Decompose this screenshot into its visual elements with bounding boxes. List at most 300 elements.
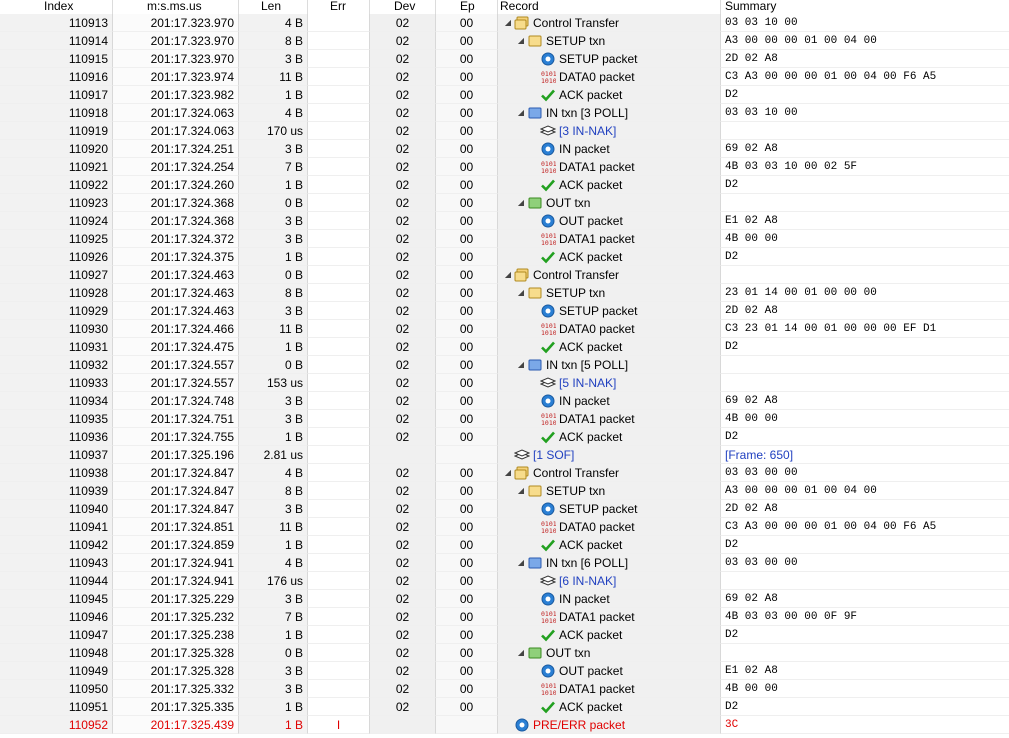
data-packet-icon [540, 321, 556, 337]
len-cell: 3 B [239, 392, 308, 410]
len-cell: 3 B [239, 302, 308, 320]
ep-cell: 00 [436, 554, 498, 572]
record-label: SETUP packet [559, 502, 638, 516]
record-cell [498, 518, 721, 536]
table-row[interactable] [0, 302, 1009, 320]
column-header-dev[interactable]: Dev [370, 0, 436, 14]
in-txn-icon [527, 357, 543, 373]
err-cell [308, 518, 370, 536]
table-row[interactable] [0, 158, 1009, 176]
in-txn-icon [527, 555, 543, 571]
table-row[interactable] [0, 392, 1009, 410]
err-cell [308, 428, 370, 446]
setup-txn-icon [527, 285, 543, 301]
err-cell [308, 464, 370, 482]
stack-icon [540, 573, 556, 589]
dev-cell: 02 [370, 104, 436, 122]
record-cell [498, 284, 721, 302]
ep-cell: 00 [436, 374, 498, 392]
expand-collapse-icon[interactable]: ◢ [517, 486, 525, 495]
table-row[interactable] [0, 176, 1009, 194]
table-row[interactable] [0, 50, 1009, 68]
table-row[interactable] [0, 104, 1009, 122]
summary-cell: D2 [721, 86, 1009, 104]
time-cell: 201:17.325.196 [113, 446, 239, 464]
ep-cell: 00 [436, 230, 498, 248]
index-cell: 110926 [0, 248, 113, 266]
record-label: [3 IN-NAK] [559, 124, 617, 138]
column-header-bar [0, 0, 1009, 14]
err-cell: I [308, 716, 370, 734]
token-packet-icon [540, 501, 556, 517]
dev-cell: 02 [370, 320, 436, 338]
dev-cell: 02 [370, 572, 436, 590]
time-cell: 201:17.324.372 [113, 230, 239, 248]
record-label: DATA0 packet [559, 70, 635, 84]
dev-cell: 02 [370, 140, 436, 158]
table-row[interactable] [0, 14, 1009, 32]
summary-cell: 4B 03 03 00 00 0F 9F [721, 608, 1009, 626]
index-cell: 110927 [0, 266, 113, 284]
record-label: SETUP txn [546, 484, 606, 498]
dev-cell: 02 [370, 590, 436, 608]
len-cell: 1 B [239, 176, 308, 194]
token-packet-icon [540, 213, 556, 229]
dev-cell: 02 [370, 32, 436, 50]
token-packet-icon [540, 393, 556, 409]
time-cell: 201:17.325.232 [113, 608, 239, 626]
record-label: DATA1 packet [559, 232, 635, 246]
err-cell [308, 212, 370, 230]
time-cell: 201:17.324.368 [113, 212, 239, 230]
record-cell [498, 14, 721, 32]
ep-cell: 00 [436, 338, 498, 356]
ack-check-icon [540, 87, 556, 103]
dev-cell [370, 446, 436, 464]
summary-cell: 4B 03 03 10 00 02 5F [721, 158, 1009, 176]
dev-cell: 02 [370, 644, 436, 662]
record-cell [498, 446, 721, 464]
control-transfer-icon [514, 465, 530, 481]
len-cell: 3 B [239, 590, 308, 608]
setup-txn-icon [527, 33, 543, 49]
expand-collapse-icon[interactable]: ◢ [517, 558, 525, 567]
err-cell [308, 392, 370, 410]
table-row[interactable] [0, 320, 1009, 338]
summary-cell: D2 [721, 698, 1009, 716]
err-cell [308, 338, 370, 356]
table-row[interactable] [0, 590, 1009, 608]
dev-cell: 02 [370, 122, 436, 140]
summary-cell [721, 644, 1009, 662]
len-cell: 1 B [239, 248, 308, 266]
time-cell: 201:17.324.941 [113, 554, 239, 572]
ep-cell: 00 [436, 662, 498, 680]
table-row[interactable] [0, 86, 1009, 104]
time-cell: 201:17.324.751 [113, 410, 239, 428]
summary-cell: 03 03 00 00 [721, 554, 1009, 572]
err-cell [308, 266, 370, 284]
index-cell: 110929 [0, 302, 113, 320]
expand-collapse-icon[interactable]: ◢ [517, 36, 525, 45]
summary-cell: 4B 00 00 [721, 230, 1009, 248]
time-cell: 201:17.324.375 [113, 248, 239, 266]
column-header-ep[interactable]: Ep [436, 0, 498, 14]
index-cell: 110935 [0, 410, 113, 428]
record-label: ACK packet [559, 88, 623, 102]
expand-collapse-icon[interactable]: ◢ [517, 108, 525, 117]
record-cell [498, 302, 721, 320]
summary-cell: A3 00 00 00 01 00 04 00 [721, 482, 1009, 500]
summary-cell: 3C [721, 716, 1009, 734]
table-row[interactable] [0, 482, 1009, 500]
record-cell [498, 266, 721, 284]
err-cell [308, 536, 370, 554]
record-label: OUT packet [559, 664, 623, 678]
len-cell: 1 B [239, 86, 308, 104]
ep-cell: 00 [436, 284, 498, 302]
summary-cell: 2D 02 A8 [721, 500, 1009, 518]
table-row[interactable] [0, 680, 1009, 698]
index-cell: 110922 [0, 176, 113, 194]
column-header-summary[interactable]: Summary [725, 0, 777, 13]
data-packet-icon [540, 609, 556, 625]
summary-cell: E1 02 A8 [721, 662, 1009, 680]
column-header-index[interactable]: Index [0, 0, 113, 14]
len-cell: 0 B [239, 266, 308, 284]
dev-cell: 02 [370, 68, 436, 86]
record-label: SETUP txn [546, 286, 606, 300]
summary-cell: 4B 00 00 [721, 410, 1009, 428]
len-cell: 3 B [239, 140, 308, 158]
index-cell: 110951 [0, 698, 113, 716]
record-label: ACK packet [559, 250, 623, 264]
record-label: ACK packet [559, 430, 623, 444]
stack-icon [540, 375, 556, 391]
table-row[interactable] [0, 248, 1009, 266]
table-row[interactable] [0, 338, 1009, 356]
dev-cell: 02 [370, 680, 436, 698]
time-cell: 201:17.324.847 [113, 482, 239, 500]
time-cell: 201:17.325.229 [113, 590, 239, 608]
token-packet-icon [514, 717, 530, 733]
len-cell: 1 B [239, 698, 308, 716]
table-row[interactable] [0, 68, 1009, 86]
record-cell [498, 176, 721, 194]
table-row[interactable] [0, 554, 1009, 572]
in-txn-icon [527, 105, 543, 121]
summary-cell: 03 03 10 00 [721, 14, 1009, 32]
dev-cell: 02 [370, 86, 436, 104]
table-row[interactable] [0, 518, 1009, 536]
ep-cell: 00 [436, 608, 498, 626]
time-cell: 201:17.324.557 [113, 356, 239, 374]
err-cell [308, 14, 370, 32]
dev-cell: 02 [370, 176, 436, 194]
dev-cell: 02 [370, 392, 436, 410]
record-cell [498, 680, 721, 698]
svg-text:0101: 0101 [541, 412, 556, 420]
time-cell: 201:17.324.847 [113, 464, 239, 482]
table-row[interactable] [0, 698, 1009, 716]
index-cell: 110943 [0, 554, 113, 572]
record-label: OUT txn [546, 196, 591, 210]
record-label: ACK packet [559, 628, 623, 642]
summary-cell: D2 [721, 176, 1009, 194]
record-label: DATA0 packet [559, 520, 635, 534]
err-cell [308, 194, 370, 212]
table-row[interactable] [0, 32, 1009, 50]
ep-cell: 00 [436, 464, 498, 482]
table-row[interactable] [0, 374, 1009, 392]
expand-collapse-icon[interactable]: ◢ [504, 18, 512, 27]
expand-collapse-icon[interactable]: ◢ [517, 360, 525, 369]
dev-cell: 02 [370, 302, 436, 320]
record-label: DATA1 packet [559, 160, 635, 174]
time-cell: 201:17.325.335 [113, 698, 239, 716]
len-cell: 8 B [239, 32, 308, 50]
summary-cell: C3 A3 00 00 00 01 00 04 00 F6 A5 [721, 68, 1009, 86]
time-cell: 201:17.324.466 [113, 320, 239, 338]
err-cell [308, 410, 370, 428]
column-header-record[interactable]: Record [498, 0, 721, 14]
data-packet-icon [540, 69, 556, 85]
ep-cell: 00 [436, 248, 498, 266]
time-cell: 201:17.324.851 [113, 518, 239, 536]
record-label: IN txn [6 POLL] [546, 556, 629, 570]
table-row[interactable] [0, 536, 1009, 554]
table-row[interactable] [0, 212, 1009, 230]
ep-cell: 00 [436, 176, 498, 194]
ep-cell: 00 [436, 536, 498, 554]
ep-cell: 00 [436, 212, 498, 230]
time-cell: 201:17.324.463 [113, 284, 239, 302]
record-label: DATA1 packet [559, 682, 635, 696]
ep-cell: 00 [436, 122, 498, 140]
ep-cell: 00 [436, 68, 498, 86]
time-cell: 201:17.325.439 [113, 716, 239, 734]
stack-icon [514, 447, 530, 463]
time-cell: 201:17.324.941 [113, 572, 239, 590]
record-label: PRE/ERR packet [533, 718, 626, 732]
table-row[interactable] [0, 500, 1009, 518]
ep-cell: 00 [436, 644, 498, 662]
expand-collapse-icon[interactable]: ◢ [504, 270, 512, 279]
out-txn-icon [527, 645, 543, 661]
err-cell [308, 446, 370, 464]
record-cell [498, 572, 721, 590]
column-header-time[interactable]: m:s.ms.us [113, 0, 239, 14]
record-cell [498, 122, 721, 140]
table-row[interactable] [0, 410, 1009, 428]
len-cell: 3 B [239, 410, 308, 428]
record-cell [498, 248, 721, 266]
dev-cell: 02 [370, 14, 436, 32]
index-cell: 110921 [0, 158, 113, 176]
time-cell: 201:17.324.557 [113, 374, 239, 392]
record-cell [498, 104, 721, 122]
err-cell [308, 626, 370, 644]
ack-check-icon [540, 177, 556, 193]
ep-cell: 00 [436, 410, 498, 428]
err-cell [308, 482, 370, 500]
len-cell: 11 B [239, 320, 308, 338]
dev-cell: 02 [370, 500, 436, 518]
stack-icon [540, 123, 556, 139]
index-cell: 110942 [0, 536, 113, 554]
summary-cell: D2 [721, 338, 1009, 356]
trace-rows [0, 14, 1009, 734]
record-cell [498, 392, 721, 410]
err-cell [308, 374, 370, 392]
token-packet-icon [540, 141, 556, 157]
expand-collapse-icon[interactable]: ◢ [517, 198, 525, 207]
table-row[interactable] [0, 446, 1009, 464]
len-cell: 1 B [239, 716, 308, 734]
expand-collapse-icon[interactable]: ◢ [517, 288, 525, 297]
ep-cell: 00 [436, 572, 498, 590]
svg-text:0101: 0101 [541, 682, 556, 690]
record-cell [498, 194, 721, 212]
ep-cell: 00 [436, 104, 498, 122]
index-cell: 110916 [0, 68, 113, 86]
ep-cell: 00 [436, 194, 498, 212]
len-cell: 3 B [239, 662, 308, 680]
index-cell: 110932 [0, 356, 113, 374]
time-cell: 201:17.323.970 [113, 14, 239, 32]
time-cell: 201:17.324.251 [113, 140, 239, 158]
ep-cell [436, 716, 498, 734]
dev-cell: 02 [370, 698, 436, 716]
out-txn-icon [527, 195, 543, 211]
len-cell: 0 B [239, 644, 308, 662]
record-label: SETUP packet [559, 52, 638, 66]
expand-collapse-icon[interactable]: ◢ [517, 648, 525, 657]
table-row[interactable] [0, 284, 1009, 302]
summary-cell: 69 02 A8 [721, 392, 1009, 410]
err-cell [308, 50, 370, 68]
summary-cell: D2 [721, 536, 1009, 554]
table-row[interactable] [0, 608, 1009, 626]
expand-collapse-icon[interactable]: ◢ [504, 468, 512, 477]
len-cell: 4 B [239, 554, 308, 572]
record-label: [1 SOF] [533, 448, 575, 462]
record-label: IN txn [5 POLL] [546, 358, 629, 372]
dev-cell: 02 [370, 554, 436, 572]
len-cell: 3 B [239, 500, 308, 518]
record-cell [498, 464, 721, 482]
record-cell [498, 716, 721, 734]
ep-cell: 00 [436, 140, 498, 158]
table-row[interactable] [0, 266, 1009, 284]
record-label: DATA1 packet [559, 610, 635, 624]
time-cell: 201:17.323.974 [113, 68, 239, 86]
dev-cell: 02 [370, 464, 436, 482]
ep-cell: 00 [436, 320, 498, 338]
err-cell [308, 608, 370, 626]
dev-cell: 02 [370, 284, 436, 302]
data-packet-icon [540, 411, 556, 427]
summary-cell [721, 266, 1009, 284]
table-row[interactable] [0, 140, 1009, 158]
time-cell: 201:17.324.463 [113, 302, 239, 320]
record-cell [498, 68, 721, 86]
time-cell: 201:17.324.475 [113, 338, 239, 356]
record-cell [498, 428, 721, 446]
err-cell [308, 230, 370, 248]
record-label: SETUP txn [546, 34, 606, 48]
table-row[interactable] [0, 356, 1009, 374]
time-cell: 201:17.323.970 [113, 50, 239, 68]
summary-cell [721, 356, 1009, 374]
svg-text:0101: 0101 [541, 70, 556, 78]
index-cell: 110928 [0, 284, 113, 302]
error-row[interactable] [0, 716, 1009, 734]
table-row[interactable] [0, 122, 1009, 140]
record-label: OUT txn [546, 646, 591, 660]
table-row[interactable] [0, 572, 1009, 590]
dev-cell: 02 [370, 608, 436, 626]
record-cell [498, 590, 721, 608]
dev-cell: 02 [370, 626, 436, 644]
table-row[interactable] [0, 644, 1009, 662]
len-cell: 176 us [239, 572, 308, 590]
table-row[interactable] [0, 428, 1009, 446]
dev-cell: 02 [370, 662, 436, 680]
len-cell: 4 B [239, 464, 308, 482]
err-cell [308, 644, 370, 662]
column-header-err[interactable]: Err [308, 0, 370, 14]
err-cell [308, 158, 370, 176]
ep-cell: 00 [436, 590, 498, 608]
table-row[interactable] [0, 464, 1009, 482]
data-packet-icon [540, 519, 556, 535]
dev-cell: 02 [370, 374, 436, 392]
index-cell: 110924 [0, 212, 113, 230]
ep-cell: 00 [436, 32, 498, 50]
time-cell: 201:17.324.260 [113, 176, 239, 194]
summary-cell: 03 03 00 00 [721, 464, 1009, 482]
index-cell: 110937 [0, 446, 113, 464]
ep-cell: 00 [436, 302, 498, 320]
record-label: ACK packet [559, 178, 623, 192]
len-cell: 3 B [239, 212, 308, 230]
summary-cell [721, 572, 1009, 590]
index-cell: 110949 [0, 662, 113, 680]
summary-cell: 69 02 A8 [721, 590, 1009, 608]
column-header-len[interactable]: Len [239, 0, 308, 14]
err-cell [308, 104, 370, 122]
table-row[interactable] [0, 626, 1009, 644]
time-cell: 201:17.324.463 [113, 266, 239, 284]
len-cell: 4 B [239, 104, 308, 122]
table-row[interactable] [0, 662, 1009, 680]
index-cell: 110947 [0, 626, 113, 644]
svg-text:1010: 1010 [541, 689, 556, 697]
len-cell: 1 B [239, 338, 308, 356]
index-cell: 110948 [0, 644, 113, 662]
index-cell: 110917 [0, 86, 113, 104]
record-cell [498, 482, 721, 500]
time-cell: 201:17.324.847 [113, 500, 239, 518]
table-row[interactable] [0, 194, 1009, 212]
index-cell: 110918 [0, 104, 113, 122]
len-cell: 7 B [239, 158, 308, 176]
svg-text:0101: 0101 [541, 232, 556, 240]
ack-check-icon [540, 429, 556, 445]
err-cell [308, 698, 370, 716]
table-row[interactable] [0, 230, 1009, 248]
